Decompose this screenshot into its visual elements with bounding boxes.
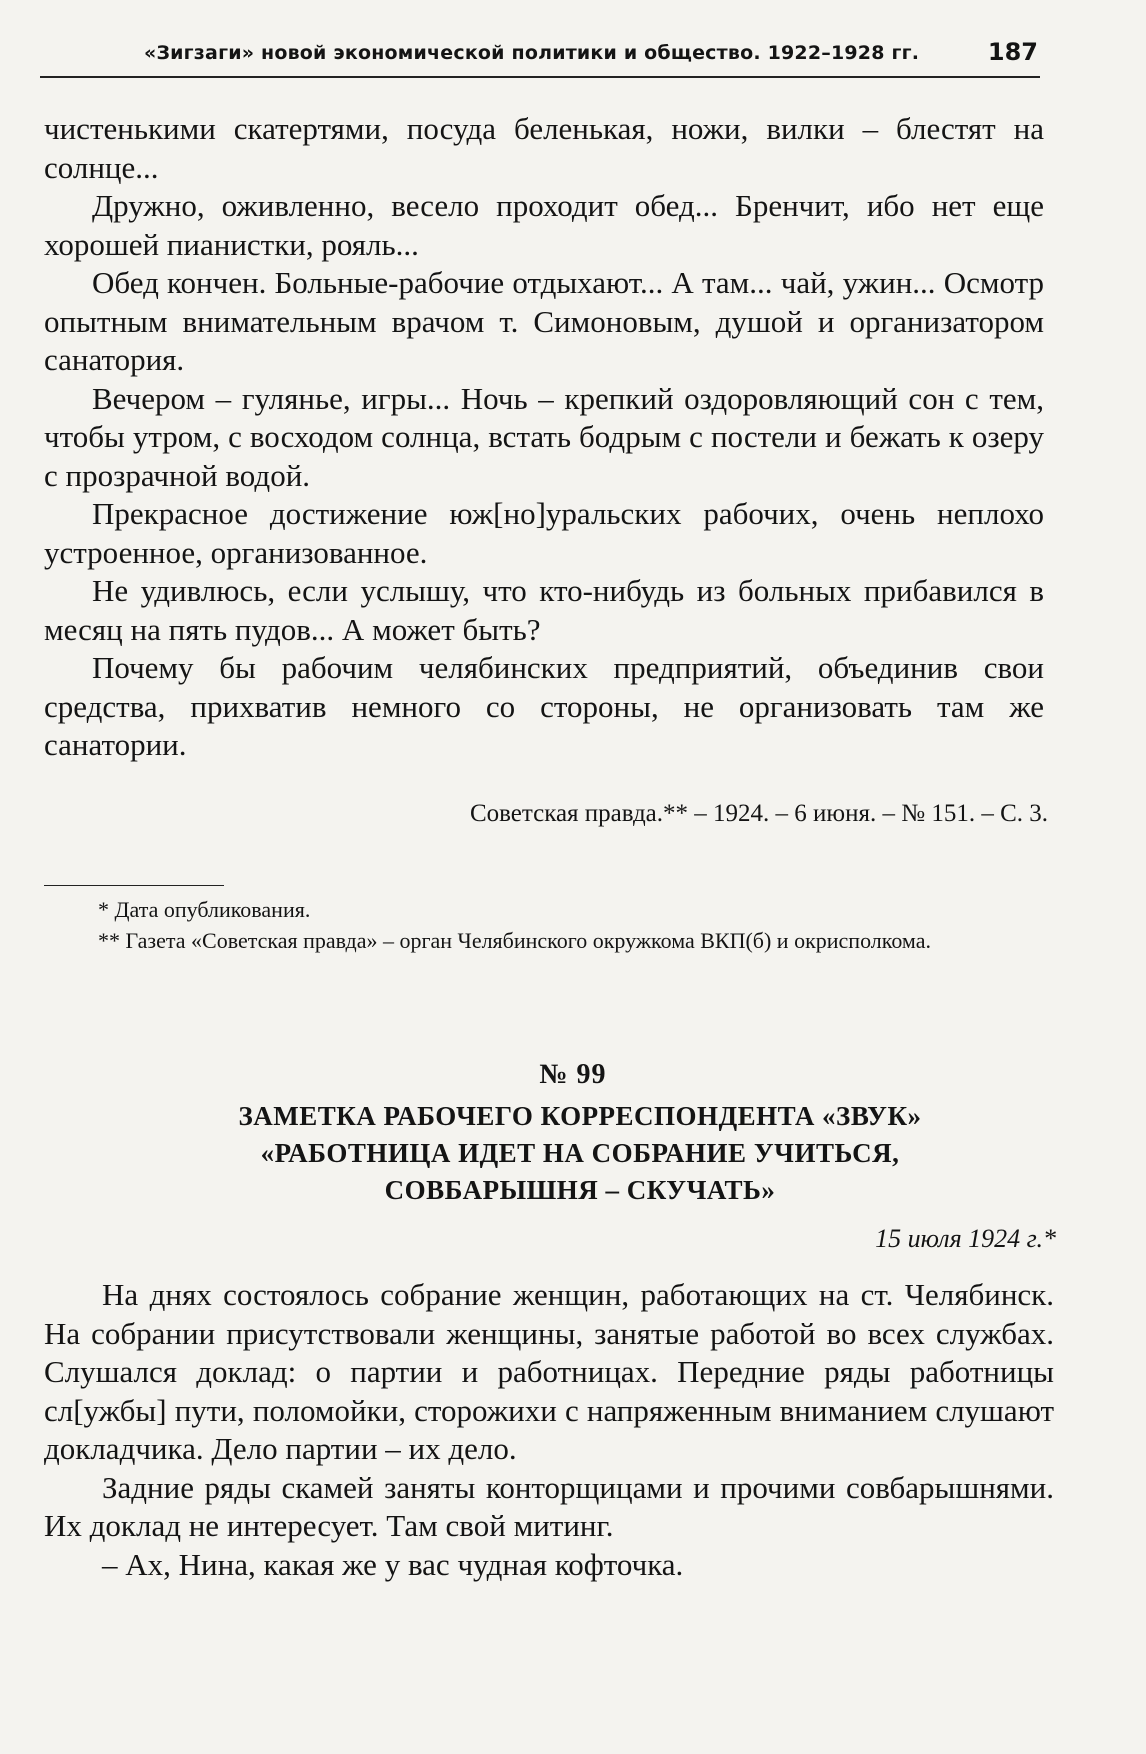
- page-number: 187: [987, 38, 1038, 66]
- document-title-line: «РАБОТНИЦА ИДЕТ НА СОБРАНИЕ УЧИТЬСЯ,: [260, 1138, 900, 1168]
- paragraph: Прекрасное достижение юж[но]уральских рабочих, очень неплохо устроенное, организованное.: [44, 496, 1044, 570]
- paragraph: На днях состоялось собрание женщин, работающих на ст. Челябинск. На собрании присутствовали женщины, занятые работой во всех службах. Слушался доклад: о партии и работницах. Передние ряды работницы сл[ужбы] пути, поломойки, сторожихи с напряженным вниманием слушают докладчика. Дело партии – их дело.: [44, 1277, 1054, 1466]
- paragraph: чистенькими скатертями, посуда беленькая, ножи, вилки – блестят на солнце...: [44, 111, 1044, 185]
- paragraph: – Ах, Нина, какая же у вас чудная кофточка.: [102, 1546, 684, 1582]
- document-title-line: СОВБАРЫШНЯ – СКУЧАТЬ»: [384, 1175, 776, 1205]
- paragraph: Почему бы рабочим челябинских предприятий, объединив свои средства, прихватив немного со стороны, не организовать там же санатории.: [44, 650, 1044, 762]
- footnote-rule: [44, 885, 224, 886]
- paragraph: Не удивлюсь, если услышу, что кто-нибудь из больных прибавился в месяц на пять пудов... А может быть?: [44, 573, 1044, 647]
- document-date: 15 июля 1924 г.*: [875, 1224, 1056, 1253]
- document-number: № 99: [539, 1059, 607, 1090]
- footnote: ** Газета «Советская правда» – орган Челябинского окружкома ВКП(б) и окрисполкома.: [98, 928, 931, 953]
- document-title-line: ЗАМЕТКА РАБОЧЕГО КОРРЕСПОНДЕНТА «ЗВУК»: [238, 1101, 922, 1131]
- footnote: * Дата опубликования.: [98, 897, 311, 922]
- document-text: [44, 1276, 1054, 1584]
- footnotes: [44, 894, 1044, 956]
- source-citation: Советская правда.** – 1924. – 6 июня. – № 151. – С. 3.: [469, 800, 1048, 827]
- running-title: «Зигзаги» новой экономической политики и общество. 1922–1928 гг.: [144, 42, 920, 64]
- running-head: [40, 38, 1040, 82]
- paragraph: Вечером – гулянье, игры... Ночь – крепкий оздоровляющий сон с тем, чтобы утром, с восходом солнца, встать бодрым с постели и бежать к озеру с прозрачной водой.: [44, 380, 1044, 493]
- header-rule: [40, 76, 1040, 78]
- paragraph: Дружно, оживленно, весело проходит обед... Бренчит, ибо нет еще хорошей пианистки, рояль...: [44, 188, 1044, 262]
- paragraph: Обед кончен. Больные-рабочие отдыхают... А там... чай, ужин... Осмотр опытным внимательным врачом т. Симоновым, душой и организатором санатория.: [44, 265, 1044, 377]
- continuation-text: [44, 110, 1044, 765]
- paragraph: Задние ряды скамей заняты конторщицами и прочими совбарышнями. Их доклад не интересует. Там свой митинг.: [44, 1469, 1054, 1543]
- document-title: [80, 1098, 1080, 1209]
